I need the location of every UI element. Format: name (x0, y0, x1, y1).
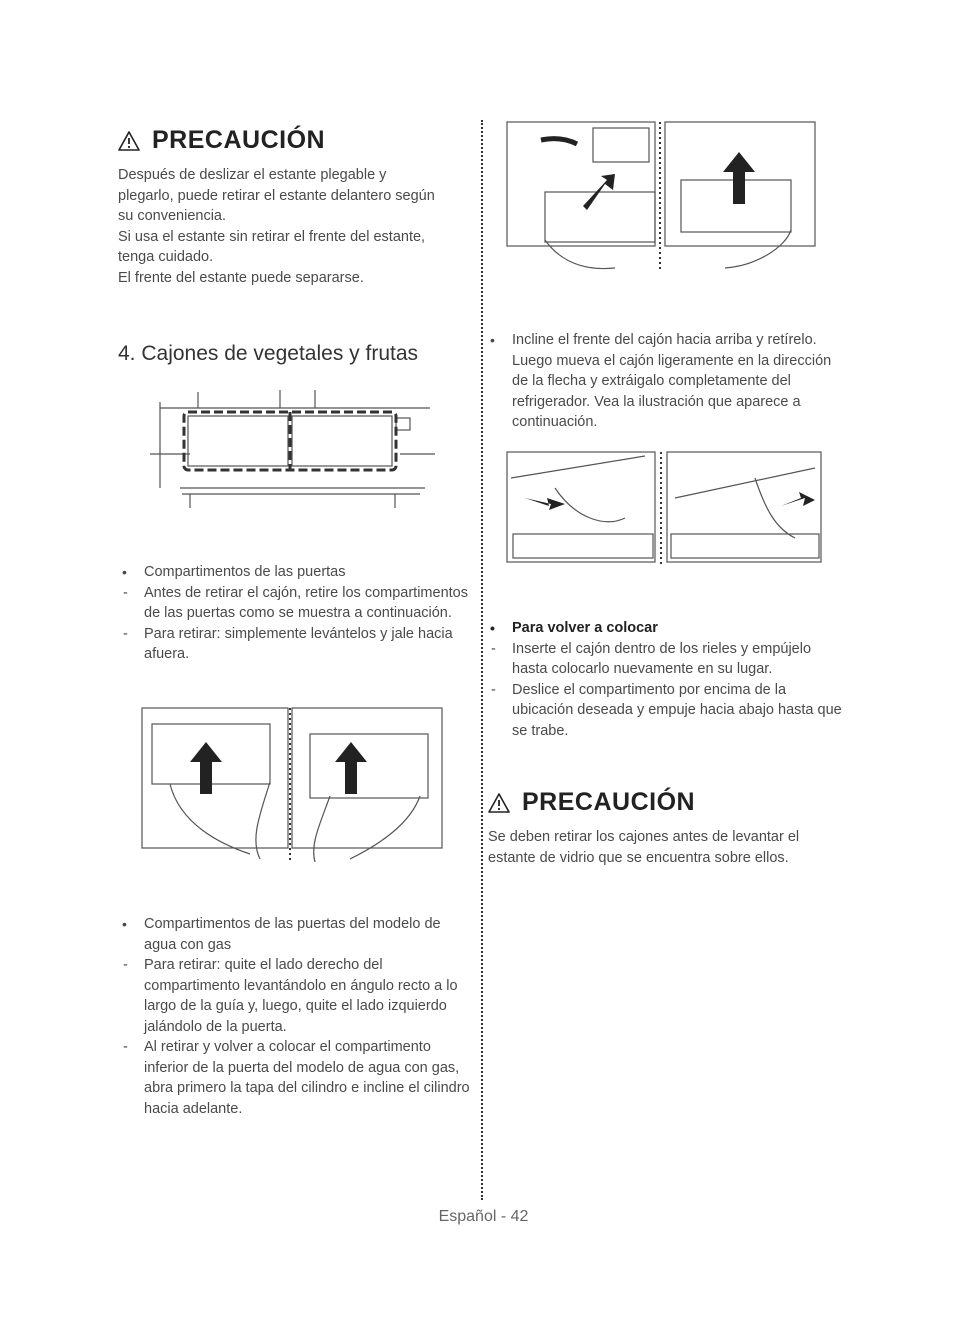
warning-icon (118, 131, 140, 151)
caution-line: su conveniencia. (118, 208, 227, 224)
figure-remove-door-bin (505, 118, 817, 272)
list-subitem: - Antes de retirar el cajón, retire los compartimentos de las puertas como se muestra a continuación. (118, 583, 472, 624)
caution-text-1 (118, 165, 468, 288)
list-subitem: - Deslice el compartimento por encima de la ubicación deseada y empuje hacia abajo hasta que se trabe. (486, 680, 846, 742)
section-title: 4. Cajones de vegetales y frutas (118, 342, 419, 365)
list-subitem: - Para retirar: quite el lado derecho del compartimento levantándolo en ángulo recto a lo largo de la guía y, luego, quite el lado izquierdo jalándolo de la puerta. (118, 955, 472, 1037)
sparkling-water-compartments-section (118, 914, 472, 1119)
caution-line: Se deben retirar los cajones antes de levantar el (488, 829, 800, 845)
caution-line: estante de vidrio que se encuentra sobre ellos. (488, 849, 789, 866)
caution-title-text-1: PRECAUCIÓN (152, 126, 326, 154)
caution-text-2 (488, 827, 838, 868)
reinstall-section (486, 618, 846, 741)
section-header (118, 342, 468, 366)
list-item: • Incline el frente del cajón hacia arriba y retírelo. Luego mueva el cajón ligeramente en la dirección de la flecha y extráigalo completamente del refrigerador. Vea la ilustración que aparece a continuación. (486, 330, 846, 433)
warning-icon (488, 793, 510, 813)
column-divider (481, 120, 483, 1200)
instruction-list-2 (118, 914, 472, 1119)
caution-line: El frente del estante puede separarse. (118, 269, 364, 286)
caution-line: tenga cuidado. (118, 249, 214, 265)
list-item: • Compartimentos de las puertas (118, 562, 472, 583)
instruction-list-3 (486, 330, 846, 433)
tilt-drawer-section (486, 330, 846, 433)
caution-title-text-2: PRECAUCIÓN (522, 788, 696, 816)
list-item: • Para volver a colocar (486, 618, 846, 639)
instruction-list-1 (118, 562, 472, 665)
caution-title-1 (118, 126, 468, 155)
caution-box-2 (488, 788, 838, 868)
caution-box-1 (118, 126, 468, 288)
caution-line: Si usa el estante sin retirar el frente del estante, (118, 228, 426, 245)
caution-line: plegarlo, puede retirar el estante delantero según (118, 187, 435, 204)
figure-lift-compartments (140, 704, 450, 864)
list-subitem: - Inserte el cajón dentro de los rieles y empújelo hasta colocarlo nuevamente en su lugar. (486, 639, 846, 680)
caution-title-2 (488, 788, 838, 817)
figure-drawers (150, 388, 440, 510)
caution-line: Después de deslizar el estante plegable y (118, 167, 387, 183)
list-item: • Compartimentos de las puertas del modelo de agua con gas (118, 914, 472, 955)
list-subitem: - Al retirar y volver a colocar el compartimento inferior de la puerta del modelo de agua con gas, abra primero la tapa del cilindro e incline el cilindro hacia adelante. (118, 1037, 472, 1119)
door-compartments-section (118, 562, 472, 665)
instruction-list-4 (486, 618, 846, 741)
list-subitem: - Para retirar: simplemente levántelos y jale hacia afuera. (118, 624, 472, 665)
figure-slide-drawer (505, 448, 825, 566)
page-footer: Español - 42 (438, 1208, 529, 1225)
